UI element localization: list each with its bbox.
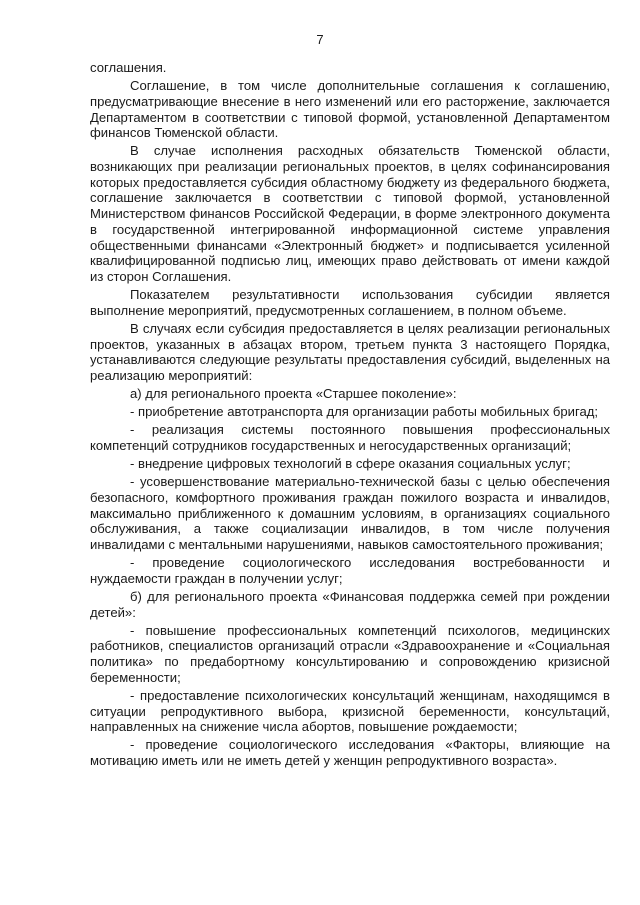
paragraph: - приобретение автотранспорта для организации работы мобильных бригад;	[130, 404, 599, 420]
paragraph: соглашения.	[90, 60, 167, 75]
paragraph: а) для регионального проекта «Старшее поколение»:	[130, 386, 457, 402]
paragraph: - проведение социологического исследования «Факторы, влияющие на мотивацию иметь или не иметь детей у женщин репродуктивного возраста».	[90, 737, 610, 768]
paragraph: В случае исполнения расходных обязательств Тюменской области, возникающих при реализации региональных проектов, в целях софинансирования которых предоставляется субсидия областному бюджету из федерального бюджета, соглашение заключается в соответствии с типовой формой, установленной Министерством финансов Российской Федерации, в форме электронного документа в государственной интегрированной информационной системе управления общественными финансами «Электронный бюджет» и подписывается усиленной квалифицированной подписью лиц, имеющих право действовать от имени каждой из сторон Соглашения.	[90, 143, 610, 284]
paragraph: - внедрение цифровых технологий в сфере оказания социальных услуг;	[130, 456, 571, 471]
paragraph: - проведение социологического исследования востребованности и нуждаемости граждан в получении услуг;	[90, 555, 610, 586]
paragraph: Показателем результативности использования субсидии является выполнение мероприятий, предусмотренных соглашением, в полном объеме.	[90, 287, 610, 318]
paragraph: В случаях если субсидия предоставляется в целях реализации региональных проектов, указанных в абзацах втором, третьем пункта 3 настоящего Порядка, устанавливаются следующие результаты предоставления субсидий, выделенных на реализацию мероприятий:	[90, 320, 610, 383]
page-number: 7	[316, 32, 324, 47]
paragraph: - повышение профессиональных компетенций психологов, медицинских работников, специалистов организаций отрасли «Здравоохранение и «Социальная политика» по предабортному консультированию и сопровождению кризисной беременности;	[90, 622, 610, 685]
paragraph: - реализация системы постоянного повышения профессиональных компетенций сотрудников государственных и негосударственных организаций;	[90, 422, 610, 453]
paragraph: - предоставление психологических консультаций женщинам, находящимся в ситуации репродуктивного выбора, кризисной беременности, консультаций, направленных на снижение числа абортов, повышение рождаемости;	[90, 687, 610, 735]
paragraph: Соглашение, в том числе дополнительные соглашения к соглашению, предусматривающие внесение в него изменений или его расторжение, заключается Департаментом в соответствии с типовой формой, установленной Департаментом финансов Тюменской области.	[90, 78, 610, 141]
paragraph: б) для регионального проекта «Финансовая поддержка семей при рождении детей»:	[90, 588, 610, 620]
paragraph: - усовершенствование материально-технической базы с целью обеспечения безопасного, комфортного проживания граждан пожилого возраста и инвалидов, максимально приближенного к домашним условиям, в организациях социального обслуживания, а также социализации инвалидов, в том числе получения инвалидами с ментальными нарушениями, навыков самостоятельного проживания;	[90, 474, 610, 552]
document-body	[90, 60, 610, 771]
